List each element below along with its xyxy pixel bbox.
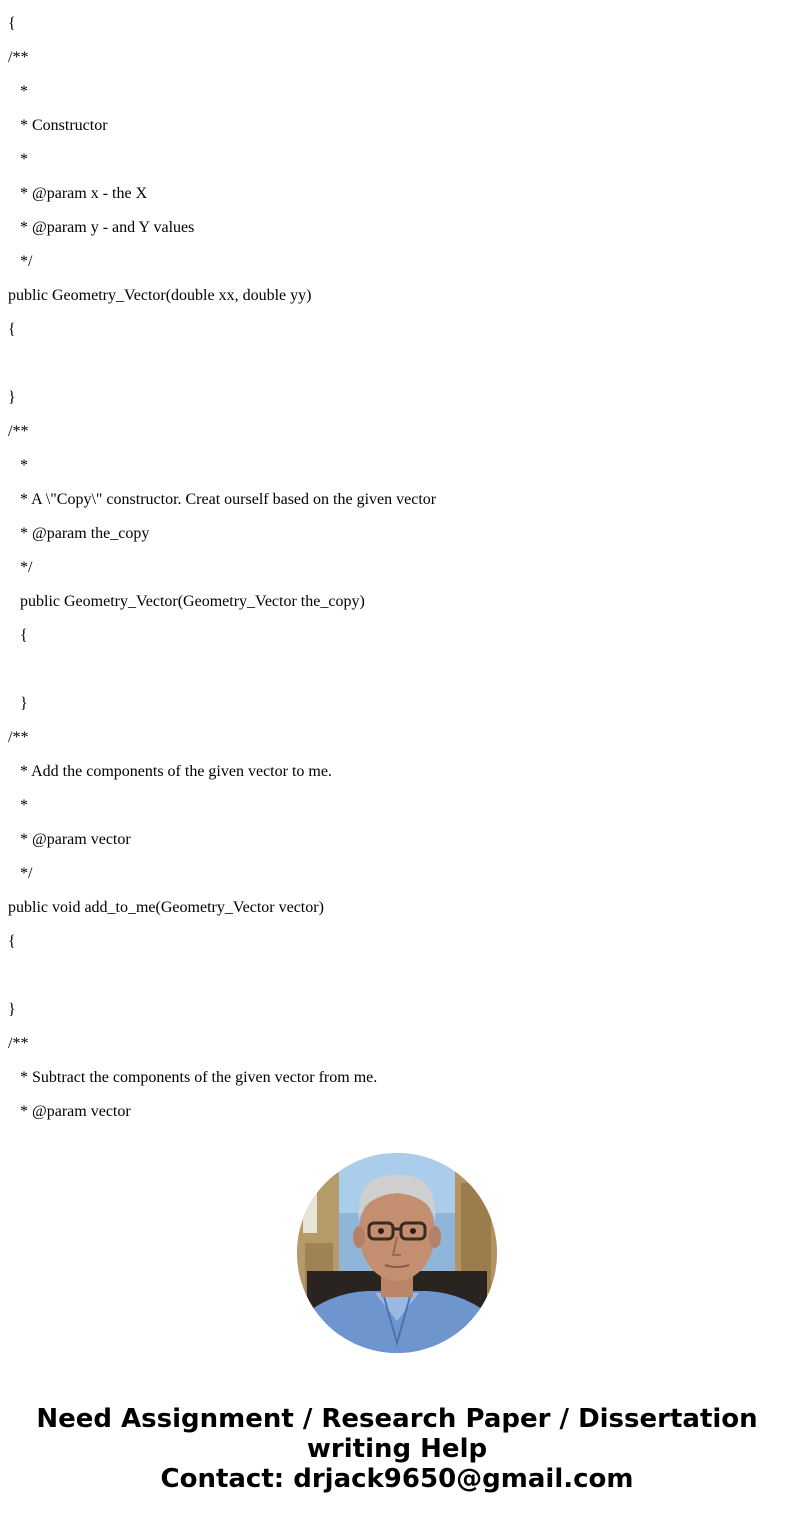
code-line: * Constructor	[8, 117, 108, 134]
code-line: *	[8, 457, 28, 474]
author-portrait-icon	[297, 1153, 497, 1353]
code-line: * @param vector	[8, 1103, 131, 1120]
code-line: * Subtract the components of the given vector from me.	[8, 1069, 378, 1086]
code-line: public Geometry_Vector(double xx, double yy)	[8, 287, 312, 304]
code-line	[8, 340, 784, 374]
code-line: * @param x - the X	[8, 185, 148, 202]
promo-banner	[0, 1404, 794, 1494]
code-line: */	[8, 559, 33, 576]
code-line: /**	[8, 729, 29, 746]
promo-contact: Contact: drjack9650@gmail.com	[160, 1464, 634, 1494]
code-line: * Add the components of the given vector to me.	[8, 763, 332, 780]
code-line: *	[8, 797, 28, 814]
code-line: public Geometry_Vector(Geometry_Vector the_copy)	[8, 593, 365, 610]
author-avatar	[297, 1153, 497, 1353]
code-line: {	[8, 321, 16, 338]
code-line: {	[8, 627, 28, 644]
code-line: /**	[8, 423, 29, 440]
code-line: */	[8, 865, 33, 882]
code-line: * @param the_copy	[8, 525, 150, 542]
code-line: }	[8, 695, 28, 712]
code-line: *	[8, 83, 28, 100]
code-line: }	[8, 1001, 16, 1018]
code-line: *	[8, 151, 28, 168]
code-line	[8, 646, 784, 680]
promo-line: writing Help	[306, 1434, 488, 1464]
code-line: */	[8, 253, 33, 270]
code-line: public void add_to_me(Geometry_Vector vector)	[8, 899, 324, 916]
code-line: }	[8, 389, 16, 406]
promo-line: Need Assignment / Research Paper / Dissertation	[36, 1404, 758, 1434]
code-line: /**	[8, 1035, 29, 1052]
code-line	[8, 952, 784, 986]
code-line: {	[8, 15, 16, 32]
code-line: /**	[8, 49, 29, 66]
code-line: {	[8, 933, 16, 950]
code-listing	[8, 0, 784, 1122]
code-line: * @param y - and Y values	[8, 219, 195, 236]
code-line: * A \"Copy\" constructor. Creat ourself based on the given vector	[8, 491, 437, 508]
code-line: * @param vector	[8, 831, 131, 848]
